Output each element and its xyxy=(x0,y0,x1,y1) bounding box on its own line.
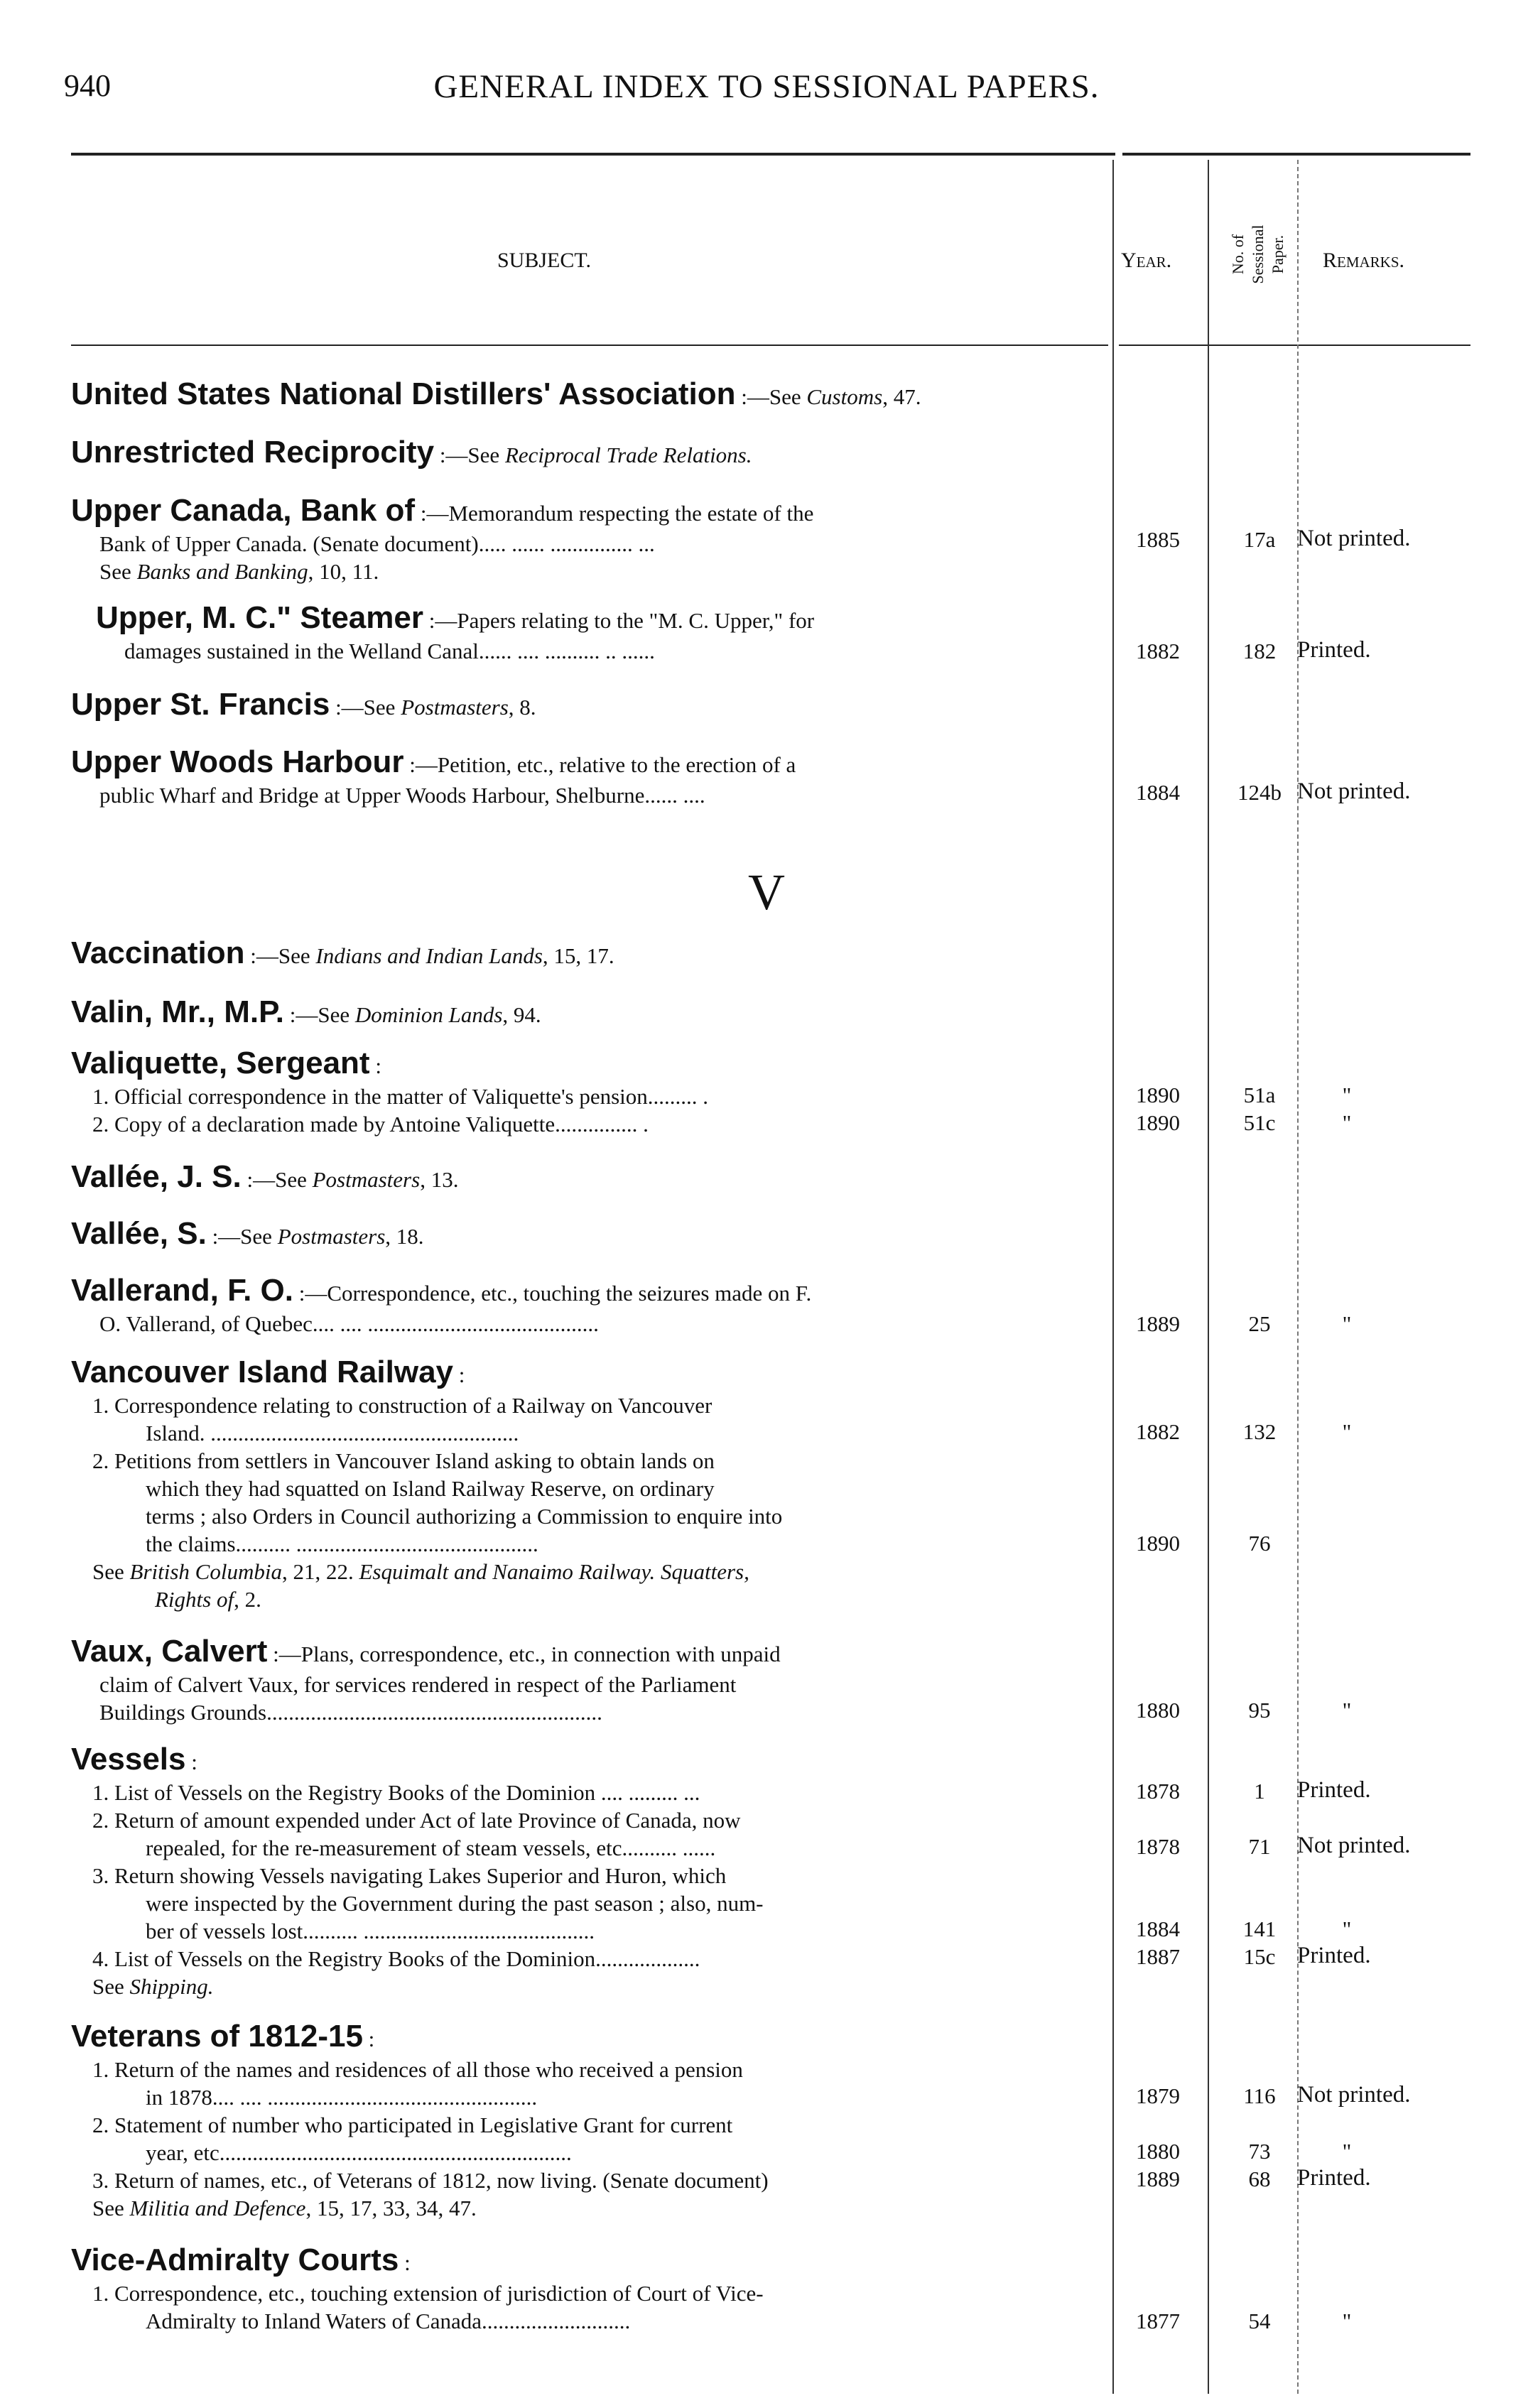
entry-year: 1890 xyxy=(1136,1083,1180,1107)
entry-year: 1885 xyxy=(1136,527,1180,552)
entry-remark: " xyxy=(1342,2139,1352,2164)
entry-year: 1880 xyxy=(1136,1698,1180,1723)
entry-paper-number: 51a xyxy=(1243,1083,1276,1107)
column-paper-number: No. of Sessional Paper. xyxy=(1229,224,1286,284)
entry-remark: Printed. xyxy=(1297,2165,1371,2191)
entry-year: 1879 xyxy=(1136,2083,1180,2108)
page-number: 940 xyxy=(64,68,111,103)
entry-year: 1890 xyxy=(1136,1110,1180,1135)
entry-year: 1889 xyxy=(1136,1311,1180,1336)
entry-year: 1882 xyxy=(1136,1419,1180,1444)
entry-paper-number: 1 xyxy=(1254,1779,1265,1804)
index-entry: Vessels : 1. List of Vessels on the Registry Books of the Dominion .... ......... ... 2. Return of amount expended under Act of late Province of Canada, now repealed, for the re-measurement of steam vessels, etc.......... ...... 3. Return showing Vessels navigating Lakes Superior and Huron, which were inspected by the Government during the past season ; also, num- ber of vessels lost.......... .......................................... 4. List of Vessels on the Registry Books of the Dominion................... See Shipping. xyxy=(71,1742,764,1999)
index-entry: Vallerand, F. O. :—Correspondence, etc., touching the seizures made on F. O. Vallerand, of Quebec.... .... .......................................... xyxy=(71,1273,812,1336)
index-entry: Veterans of 1812-15 : 1. Return of the names and residences of all those who received a pension in 1878.... .... ................................................. 2. Statement of number who participated in Legislative Grant for current year, etc................................................................ 3. Return of names, etc., of Veterans of 1812, now living. (Senate document) See Militia and Defence, 15, 17, 33, 34, 47. xyxy=(71,2019,769,2220)
entry-remark: " xyxy=(1342,1083,1352,1107)
entry-remark: Not printed. xyxy=(1297,526,1411,551)
index-entry: United States National Distillers' Association :—See Customs, 47. xyxy=(71,376,921,411)
entry-paper-number: 73 xyxy=(1248,2139,1271,2164)
entry-remark: " xyxy=(1342,1110,1352,1135)
entry-year: 1884 xyxy=(1136,1916,1180,1941)
paper-column-divider xyxy=(1297,160,1299,2394)
index-entry: Upper, M. C." Steamer :—Papers relating to the "M. C. Upper," for damages sustained in the Welland Canal...... .... .......... .. ...... xyxy=(96,600,815,663)
column-remarks: Remarks. xyxy=(1323,249,1405,272)
entry-year: 1880 xyxy=(1136,2139,1180,2164)
entry-remark: Not printed. xyxy=(1297,2082,1411,2108)
index-entry: Valin, Mr., M.P. :—See Dominion Lands, 94. xyxy=(71,994,541,1029)
entry-paper-number: 71 xyxy=(1248,1834,1271,1859)
entry-remark: " xyxy=(1342,1916,1352,1941)
entry-paper-number: 141 xyxy=(1242,1916,1277,1941)
header-rule-right xyxy=(1122,153,1470,156)
index-entry: Vallée, S. :—See Postmasters, 18. xyxy=(71,1216,424,1251)
entry-paper-number: 15c xyxy=(1243,1944,1276,1969)
section-letter: V xyxy=(748,864,785,921)
page-title: GENERAL INDEX TO SESSIONAL PAPERS. xyxy=(433,68,1100,105)
entry-paper-number: 17a xyxy=(1243,527,1276,552)
index-entry: Vancouver Island Railway : 1. Correspondence relating to construction of a Railway on Vancouver Island. ........................................................ 2. Petitions from settlers in Vancouver Island asking to obtain lands on which they had squatted on Island Railway Reserve, on ordinary terms ; also Orders in Council authorizing a Commission to enquire into the claims.......... ............................................ See British Columbia, 21, 22. Esquimalt and Nanaimo Railway. Squatters, Rights of, 2. xyxy=(71,1355,783,1612)
index-entry: Vice-Admiralty Courts : 1. Correspondence, etc., touching extension of jurisdiction of Court of Vice- Admiralty to Inland Waters of Canada........................... xyxy=(71,2242,764,2333)
entry-paper-number: 54 xyxy=(1248,2309,1271,2333)
column-header-rule xyxy=(71,345,1108,346)
entry-paper-number: 182 xyxy=(1242,639,1277,663)
entry-year: 1878 xyxy=(1136,1834,1180,1859)
entry-remark: Not printed. xyxy=(1297,779,1411,804)
index-entry: Vaccination :—See Indians and Indian Lands, 15, 17. xyxy=(71,935,614,970)
entry-paper-number: 132 xyxy=(1242,1419,1277,1444)
entry-year: 1887 xyxy=(1136,1944,1180,1969)
entry-paper-number: 68 xyxy=(1248,2166,1271,2191)
index-entry: Vaux, Calvert :—Plans, correspondence, etc., in connection with unpaid claim of Calvert Vaux, for services rendered in respect of the Parliament Buildings Grounds............................................................. xyxy=(71,1634,781,1725)
column-subject: SUBJECT. xyxy=(497,249,591,272)
entry-remark: " xyxy=(1342,1419,1352,1444)
entry-paper-number: 76 xyxy=(1248,1531,1271,1556)
entry-paper-number: 51c xyxy=(1243,1110,1276,1135)
entry-year: 1877 xyxy=(1136,2309,1180,2333)
entry-year: 1889 xyxy=(1136,2166,1180,2191)
entry-remark: Not printed. xyxy=(1297,1833,1411,1858)
entry-year: 1878 xyxy=(1136,1779,1180,1804)
column-year: Year. xyxy=(1121,249,1172,272)
entry-year: 1884 xyxy=(1136,780,1180,805)
entry-remark: " xyxy=(1342,2309,1352,2333)
entry-paper-number: 95 xyxy=(1248,1698,1271,1723)
year-column-divider xyxy=(1208,160,1209,2394)
index-entry: Upper St. Francis :—See Postmasters, 8. xyxy=(71,687,536,722)
entry-paper-number: 116 xyxy=(1243,2083,1276,2108)
entry-paper-number: 124b xyxy=(1237,780,1282,805)
index-entry: Upper Canada, Bank of :—Memorandum respecting the estate of the Bank of Upper Canada. (Senate document)..... ...... ............... ... See Banks and Banking, 10, 11. xyxy=(71,493,814,584)
entry-paper-number: 25 xyxy=(1248,1311,1271,1336)
entry-year: 1890 xyxy=(1136,1531,1180,1556)
index-entry: Upper Woods Harbour :—Petition, etc., relative to the erection of a public Wharf and Bridge at Upper Woods Harbour, Shelburne...... .... xyxy=(71,744,796,808)
entry-remark: " xyxy=(1342,1311,1352,1336)
entry-remark: Printed. xyxy=(1297,1777,1371,1803)
index-entry: Unrestricted Reciprocity :—See Reciprocal Trade Relations. xyxy=(71,435,752,470)
entry-year: 1882 xyxy=(1136,639,1180,663)
entry-remark: " xyxy=(1342,1698,1352,1723)
header-rule xyxy=(71,153,1115,156)
entry-remark: Printed. xyxy=(1297,1943,1371,1968)
entry-remark: Printed. xyxy=(1297,637,1371,663)
column-header-rule-right xyxy=(1119,345,1470,346)
index-entry: Vallée, J. S. :—See Postmasters, 13. xyxy=(71,1159,459,1194)
index-entry: Valiquette, Sergeant : 1. Official correspondence in the matter of Valiquette's pension......... . 2. Copy of a declaration made by Antoine Valiquette............... . xyxy=(71,1046,709,1137)
